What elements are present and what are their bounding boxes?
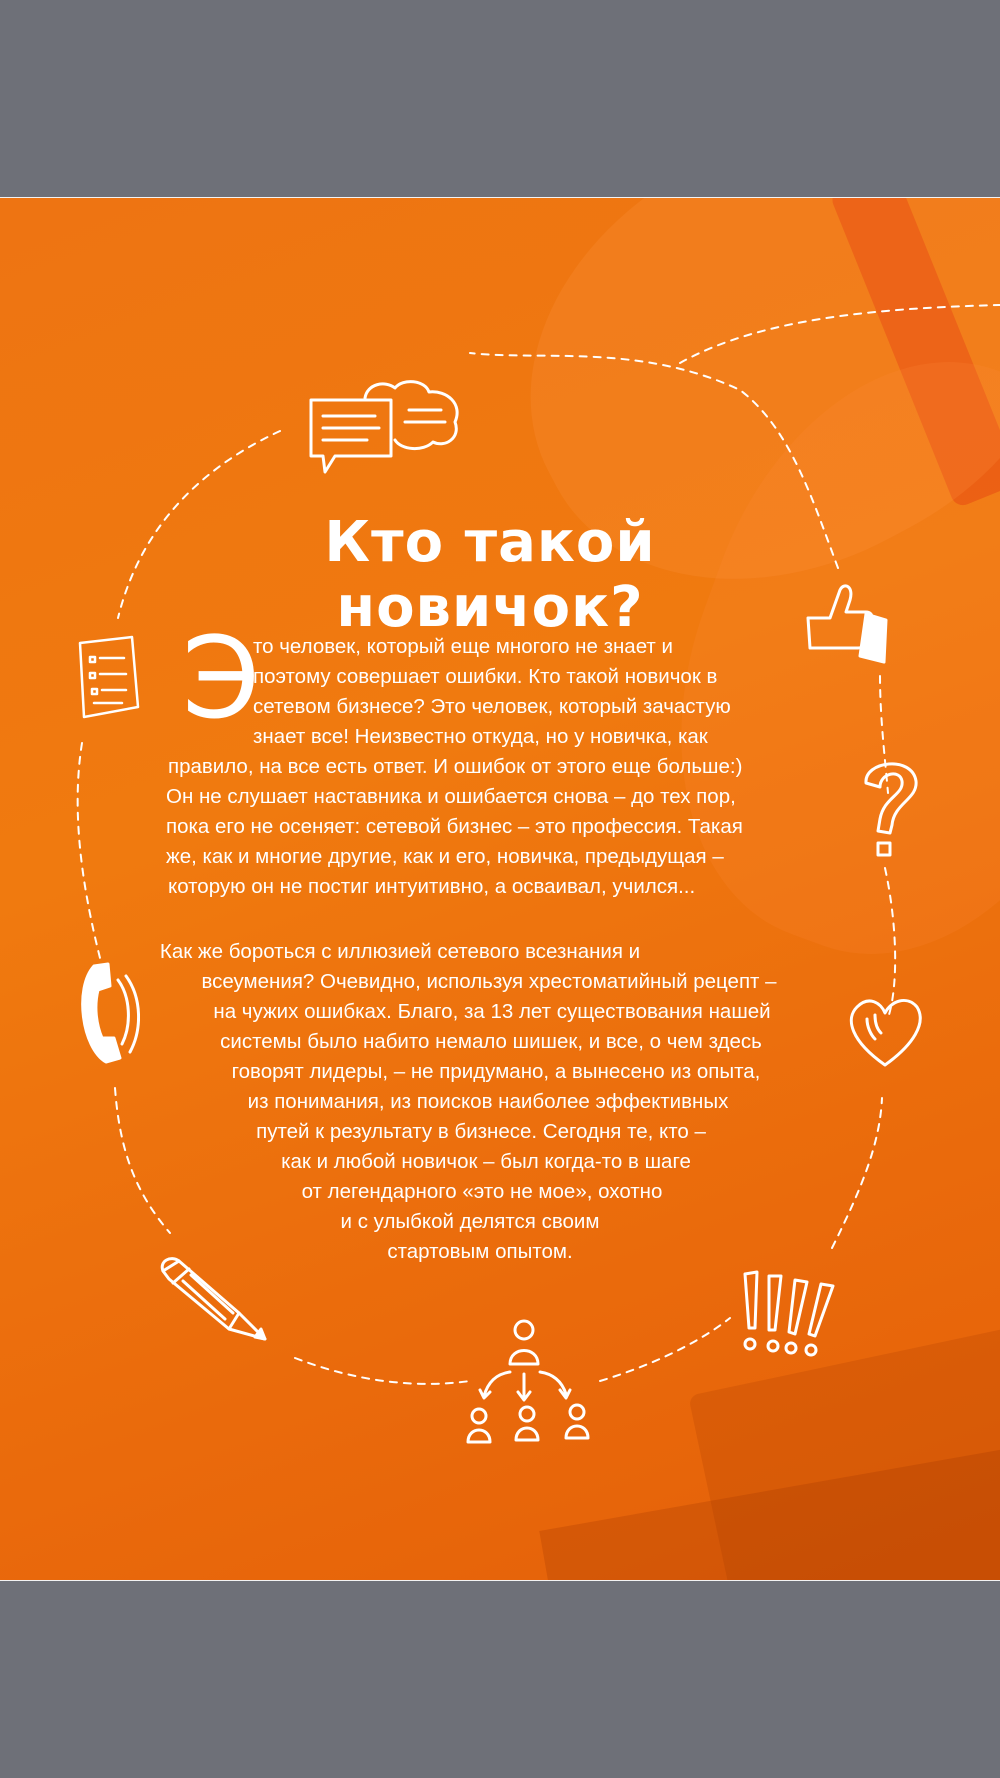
telephone-icon: [70, 958, 140, 1068]
paragraph-2-line: путей к результату в бизнесе. Сегодня те, кто –: [256, 1120, 706, 1143]
thumbs-up-icon: [800, 578, 892, 668]
team-hierarchy-icon: [460, 1316, 600, 1456]
drop-cap: Э: [182, 614, 261, 744]
article-page: [0, 197, 1000, 1581]
paragraph-1-line: то человек, который еще многого не знает и: [253, 635, 673, 658]
paragraph-2-line: стартовым опытом.: [387, 1240, 573, 1263]
paragraph-2-line: как и любой новичок – был когда-то в шаге: [281, 1150, 691, 1173]
paragraph-2-line: из понимания, из поисков наиболее эффективных: [247, 1090, 729, 1113]
paragraph-2-line: системы было набито немало шишек, и все, о чем здесь: [220, 1030, 762, 1053]
paragraph-1-line: знает все! Неизвестно откуда, но у новичка, как: [253, 725, 708, 748]
speech-bubbles-icon: [305, 376, 470, 476]
paragraph-2-line: всеумения? Очевидно, используя хрестоматийный рецепт –: [201, 970, 777, 993]
exclamation-marks-icon: [735, 1266, 835, 1361]
pencil-icon: [155, 1253, 270, 1348]
paragraph-1-line: которую он не постиг интуитивно, а осваивал, учился...: [168, 875, 696, 898]
paragraph-1-line: сетевом бизнесе? Это человек, который зачастую: [253, 695, 731, 718]
paragraph-1-line: же, как и многие другие, как и его, новичка, предыдущая –: [166, 845, 724, 868]
paragraph-1-line: поэтому совершает ошибки. Кто такой новичок в: [253, 665, 718, 688]
paragraph-2-line: Как же бороться с иллюзией сетевого всезнания и: [159, 940, 641, 963]
article-title: Кто такой новичок?: [324, 510, 656, 640]
paragraph-2-line: говорят лидеры, – не придумано, а вынесено из опыта,: [231, 1060, 761, 1083]
paragraph-2-line: на чужих ошибках. Благо, за 13 лет существования нашей: [213, 1000, 771, 1023]
checklist-icon: [72, 633, 144, 723]
heart-icon: [845, 993, 925, 1073]
paragraph-1-line: правило, на все есть ответ. И ошибок от этого еще больше:): [168, 755, 743, 778]
question-mark-icon: [856, 753, 926, 863]
paragraph-1-line: Он не слушает наставника и ошибается снова – до тех пор,: [166, 785, 736, 808]
paragraph-2-line: от легендарного «это не мое», охотно: [301, 1180, 663, 1203]
paragraph-1-line: пока его не осеняет: сетевой бизнес – это профессия. Такая: [166, 815, 743, 838]
paragraph-2-line: и с улыбкой делятся своим: [340, 1210, 600, 1233]
